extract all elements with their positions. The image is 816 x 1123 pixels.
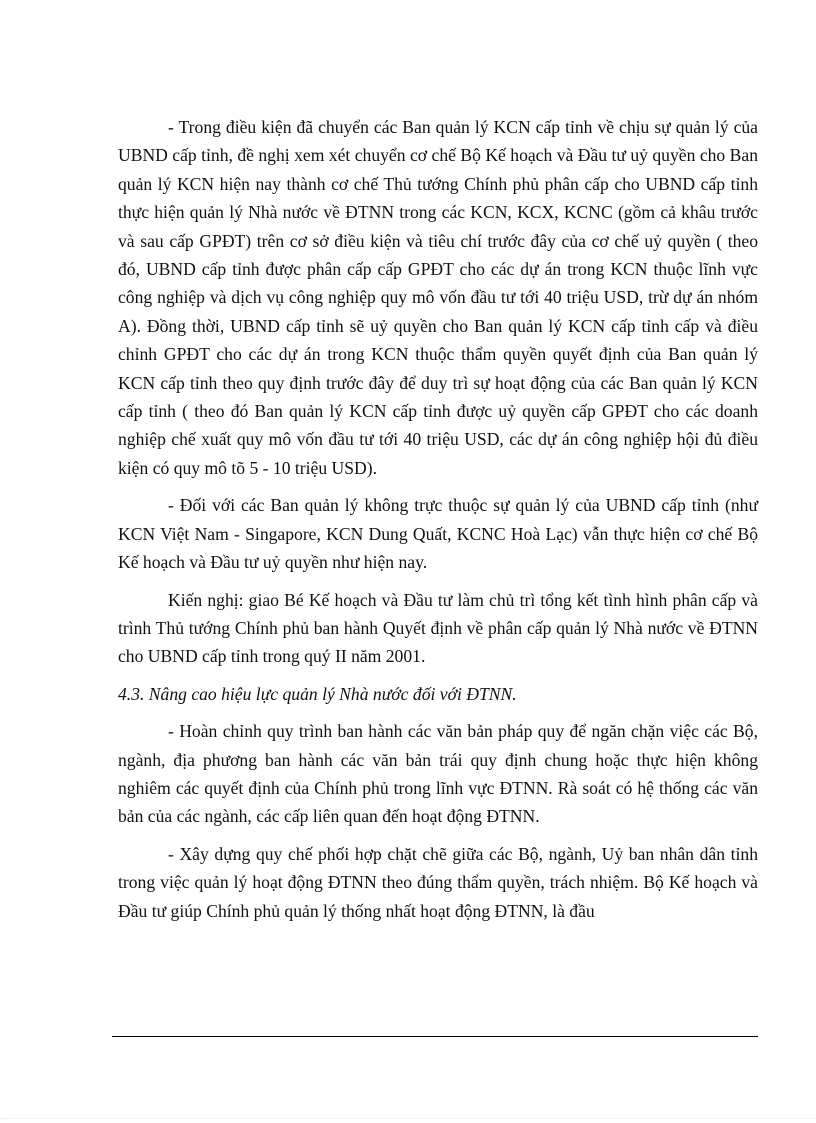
paragraph-non-provincial-boards: - Đối với các Ban quản lý không trực thuộc sự quản lý của UBND cấp tỉnh (như KCN Việt Nam - Singapore, KCN Dung Quất, KCNC Hoà Lạc) vẫn thực hiện cơ chế Bộ Kế hoạch và Đầu tư uỷ quyền như hiện nay. [118,495,758,573]
footer-divider [112,1036,758,1037]
paragraph-recommendation: Kiến nghị: giao Bé Kế hoạch và Đầu tư làm chủ trì tổng kết tình hình phân cấp và trình Thủ tướng Chính phủ ban hành Quyết định về phân cấp quản lý Nhà nước về ĐTNN cho UBND cấp tỉnh trong quý II năm 2001. [118,589,758,667]
paragraph-coordination: - Xây dựng quy chế phối hợp chặt chẽ giữa các Bộ, ngành, Uỷ ban nhân dân tỉnh trong việc quản lý hoạt động ĐTNN theo đúng thẩm quyền, trách nhiệm. Bộ Kế hoạch và Đầu tư giúp Chính phủ quản lý thống nhất hoạt động ĐTNN, là đầu [118,843,758,921]
page-bottom-border [0,1118,816,1119]
section-heading: 4.3. Nâng cao hiệu lực quản lý Nhà nước đối với ĐTNN. [118,683,517,704]
document-body [118,113,758,934]
paragraph-legal-process: - Hoàn chỉnh quy trình ban hành các văn bản pháp quy để ngăn chặn việc các Bộ, ngành, địa phương ban hành các văn bản trái quy định chung hoặc thực hiện không nghiêm các quyết định của Chính phủ trong lĩnh vực ĐTNN. Rà soát có hệ thống các văn bản của các ngành, các cấp liên quan đến hoạt động ĐTNN. [118,721,758,827]
paragraph-decentralization: - Trong điều kiện đã chuyển các Ban quản lý KCN cấp tỉnh về chịu sự quản lý của UBND cấp tỉnh, đề nghị xem xét chuyển cơ chế Bộ Kế hoạch và Đầu tư uỷ quyền cho Ban quản lý KCN hiện nay thành cơ chế Thủ tướng Chính phủ phân cấp cho UBND cấp tỉnh thực hiện quản lý Nhà nước về ĐTNN trong các KCN, KCX, KCNC (gồm cả khâu trước và sau cấp GPĐT) trên cơ sở điều kiện và tiêu chí trước đây của cơ chế uỷ quyền ( theo đó, UBND cấp tỉnh được phân cấp cấp GPĐT cho các dự án trong KCN thuộc lĩnh vực công nghiệp và dịch vụ công nghiệp quy mô vốn đầu tư tới 40 triệu USD, trừ dự án nhóm A). Đồng thời, UBND cấp tỉnh sẽ uỷ quyền cho Ban quản lý KCN cấp tỉnh cấp và điều chỉnh GPĐT cho các dự án trong KCN thuộc thẩm quyền quyết định của Ban quản lý KCN cấp tỉnh theo quy định trước đây để duy trì sự hoạt động của các Ban quản lý KCN cấp tỉnh ( theo đó Ban quản lý KCN cấp tỉnh được uỷ quyền cấp GPĐT cho các doanh nghiệp chế xuất quy mô vốn đầu tư tới 40 triệu USD, các dự án công nghiệp hội đủ điều kiện có quy mô tõ 5 - 10 triệu USD). [118,117,758,478]
